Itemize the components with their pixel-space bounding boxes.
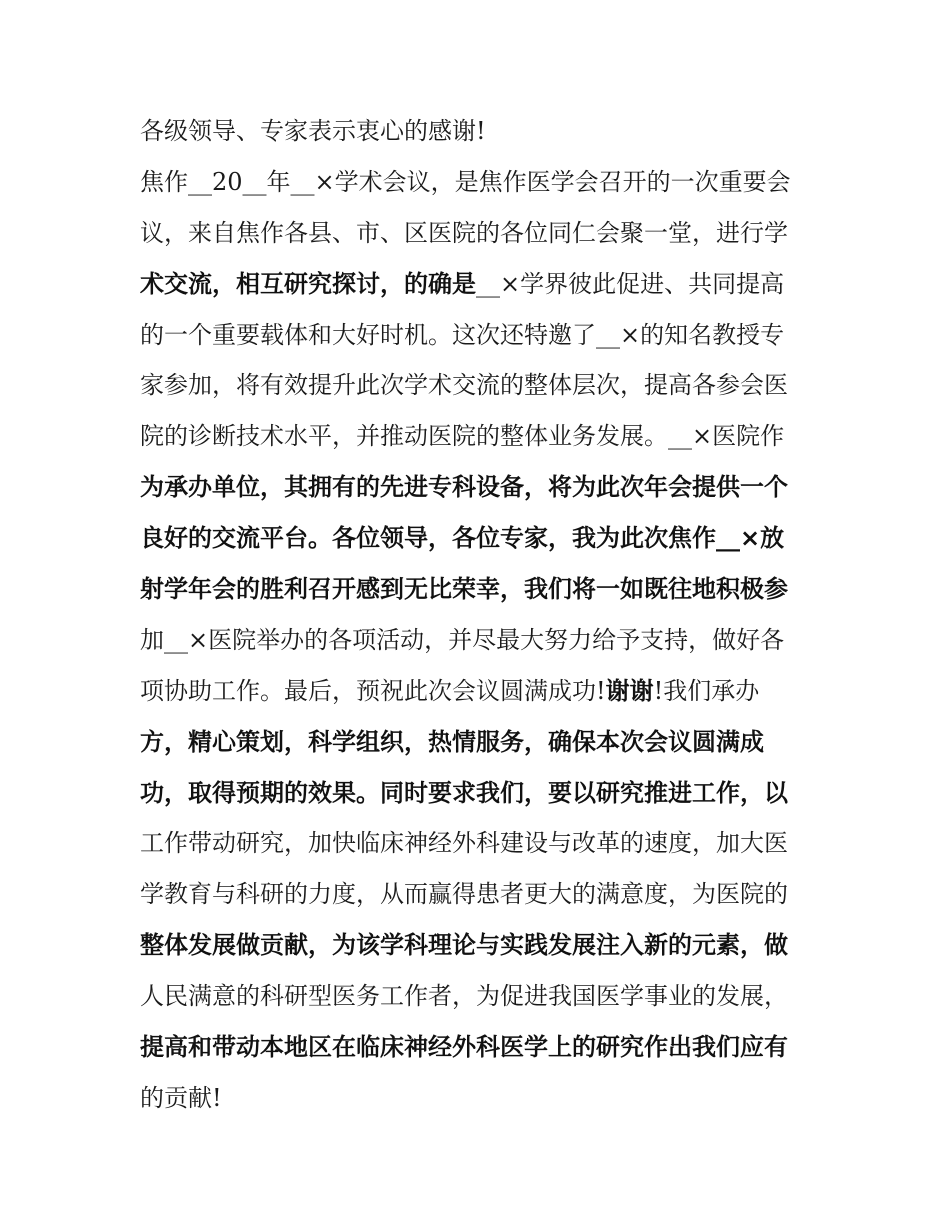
text-line: 射学年会的胜利召开感到无比荣幸，我们将一如既往地积极参 bbox=[140, 575, 788, 604]
text-line: 功，取得预期的效果。同时要求我们，要以研究推进工作，以 bbox=[140, 778, 788, 807]
text-line: 学教育与科研的力度，从而赢得患者更大的满意度，为医院的 bbox=[140, 880, 788, 909]
text-line: 良好的交流平台。各位领导，各位专家，我为此次焦作__×放 bbox=[140, 524, 785, 553]
text-line: 院的诊断技术水平，并推动医院的整体业务发展。__×医院作 bbox=[140, 422, 785, 451]
text-line bbox=[140, 666, 830, 717]
text-segment: 术交流，相互研究探讨，的确是 bbox=[140, 269, 476, 298]
body-text bbox=[140, 106, 830, 1124]
text-line: 焦作__20__年__×学术会议，是焦作医学会召开的一次重要会 bbox=[140, 167, 791, 196]
text-segment: __×学界彼此促进、共同提高 bbox=[476, 269, 785, 298]
text-line: 的一个重要载体和大好时机。这次还特邀了__×的知名教授专 bbox=[140, 320, 785, 349]
text-line bbox=[140, 259, 830, 310]
text-segment: 项协助工作。最后，预祝此次会议圆满成功! bbox=[140, 676, 606, 705]
text-segment: !我们承办 bbox=[653, 676, 760, 705]
text-segment: 谢谢 bbox=[605, 676, 654, 705]
text-line: 工作带动研究，加快临床神经外科建设与改革的速度，加大医 bbox=[140, 829, 788, 858]
text-line: 议，来自焦作各县、市、区医院的各位同仁会聚一堂，进行学 bbox=[140, 218, 788, 247]
text-line: 家参加，将有效提升此次学术交流的整体层次，提高各参会医 bbox=[140, 371, 788, 400]
text-line: 加__×医院举办的各项活动，并尽最大努力给予支持，做好各 bbox=[140, 625, 785, 654]
text-line: 为承办单位，其拥有的先进专科设备，将为此次年会提供一个 bbox=[140, 473, 788, 502]
text-line: 人民满意的科研型医务工作者，为促进我国医学事业的发展， bbox=[140, 982, 788, 1011]
text-line: 方，精心策划，科学组织，热情服务，确保本次会议圆满成 bbox=[140, 727, 764, 756]
text-line: 各级领导、专家表示衷心的感谢! bbox=[140, 117, 486, 145]
text-line: 的贡献! bbox=[140, 1083, 222, 1112]
text-line: 提高和带动本地区在临床神经外科医学上的研究作出我们应有 bbox=[140, 1033, 788, 1062]
text-line: 整体发展做贡献，为该学科理论与实践发展注入新的元素，做 bbox=[140, 931, 788, 960]
